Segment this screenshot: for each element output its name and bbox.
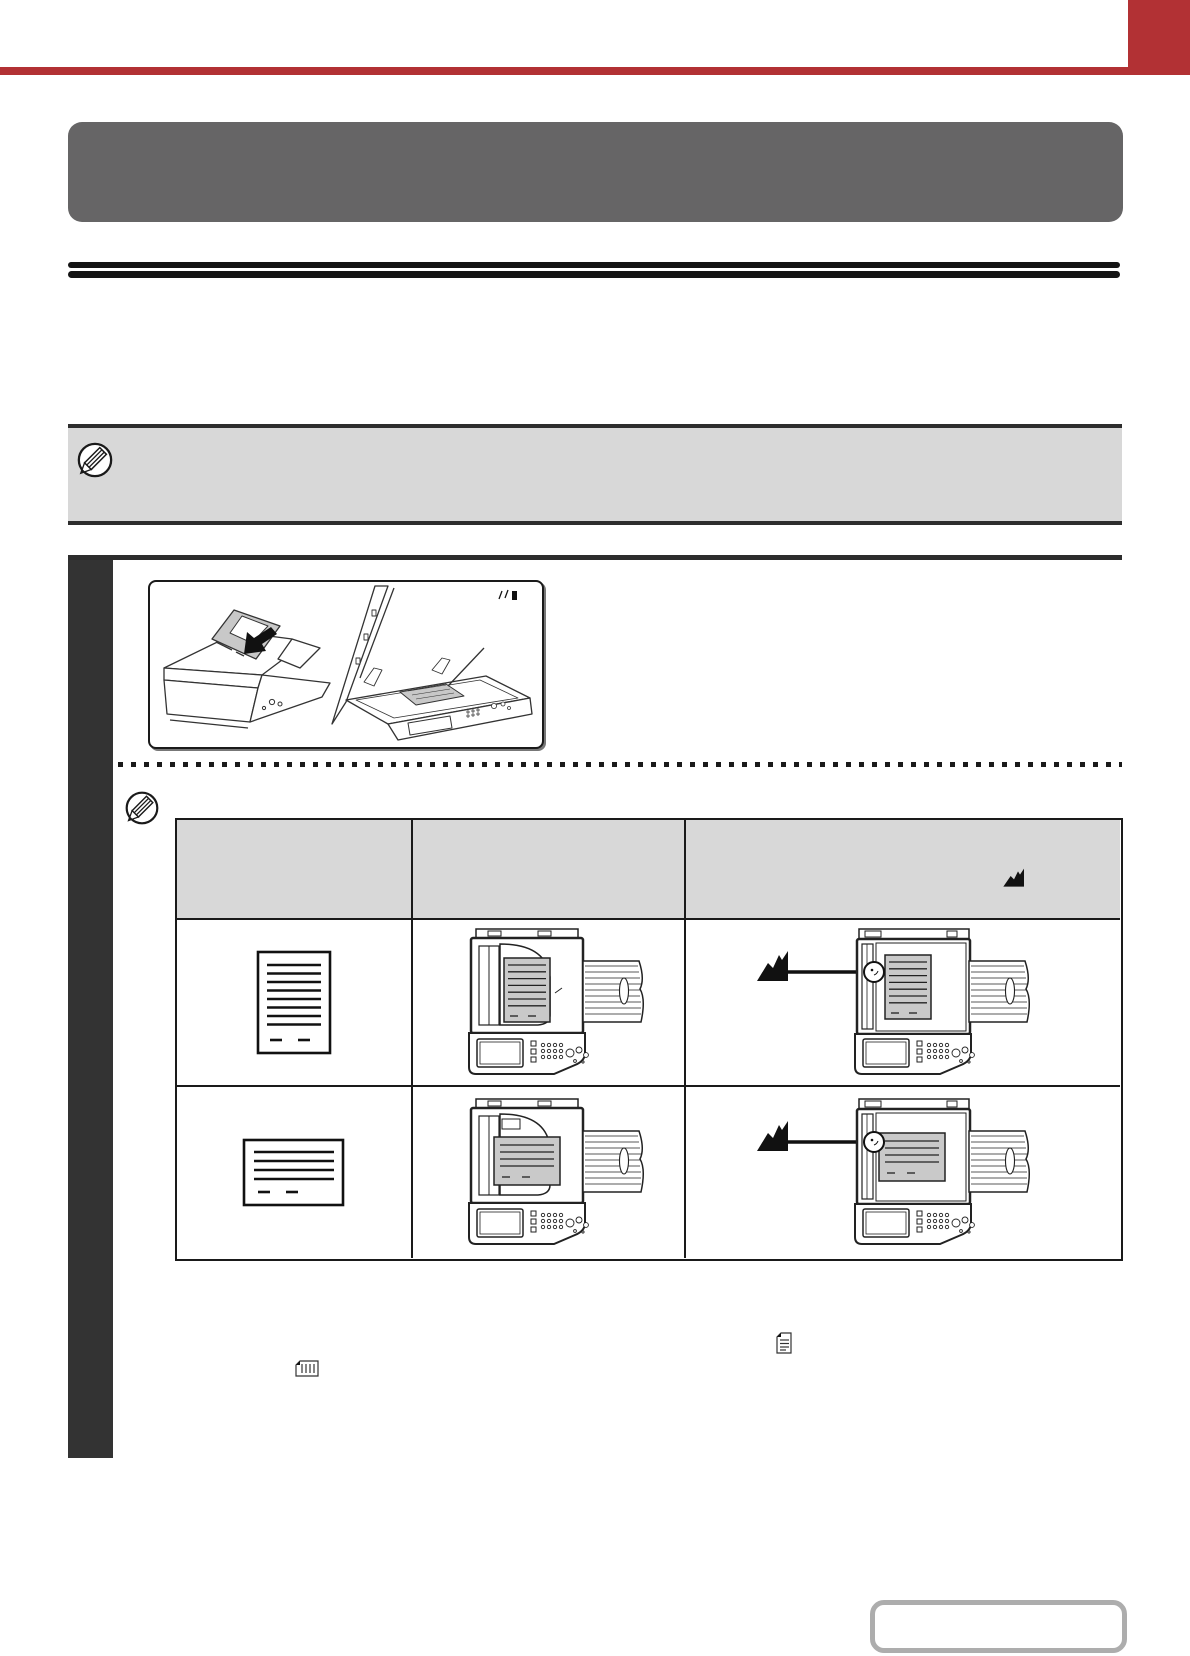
copier-illustration-frame: [148, 580, 544, 749]
step-number-bar: [68, 560, 113, 1458]
cell-feeder-portrait: [413, 920, 686, 1087]
chapter-tab-red-block: [1128, 0, 1190, 75]
step-section-rule: [68, 555, 1122, 560]
landscape-document-page-icon: [295, 1360, 319, 1377]
chapter-title-box: [68, 122, 1123, 222]
orientation-table: [175, 818, 1123, 1261]
pencil-note-icon: [76, 441, 114, 479]
dotted-divider: [118, 762, 1122, 767]
header-red-rule: [0, 67, 1190, 75]
table-header-original: [177, 820, 413, 920]
copier-feeder-portrait-illustration: [436, 927, 661, 1079]
cell-glass-portrait: [686, 920, 1120, 1087]
section-double-rule-top: [68, 262, 1120, 268]
cell-original-landscape: [177, 1087, 413, 1258]
copier-glass-portrait-with-mark-illustration: [753, 927, 1053, 1079]
copier-feeder-landscape-illustration: [436, 1097, 661, 1249]
copier-glass-landscape-with-mark-illustration: [753, 1097, 1053, 1249]
cell-original-portrait: [177, 920, 413, 1087]
section-double-rule-bottom: [68, 271, 1120, 278]
orientation-mark-icon: [1002, 866, 1026, 890]
table-header-feeder: [413, 820, 686, 920]
portrait-lined-document-icon: [256, 950, 332, 1056]
pencil-note-icon: [124, 790, 160, 826]
landscape-lined-document-icon: [242, 1138, 346, 1208]
portrait-document-page-icon: [776, 1332, 792, 1354]
table-header-glass: [686, 820, 1120, 920]
note-text: [130, 438, 1100, 508]
cell-feeder-landscape: [413, 1087, 686, 1258]
cell-glass-landscape: [686, 1087, 1120, 1258]
contents-nav-button[interactable]: [870, 1600, 1127, 1653]
document-feeder-and-glass-illustration: [150, 582, 538, 743]
